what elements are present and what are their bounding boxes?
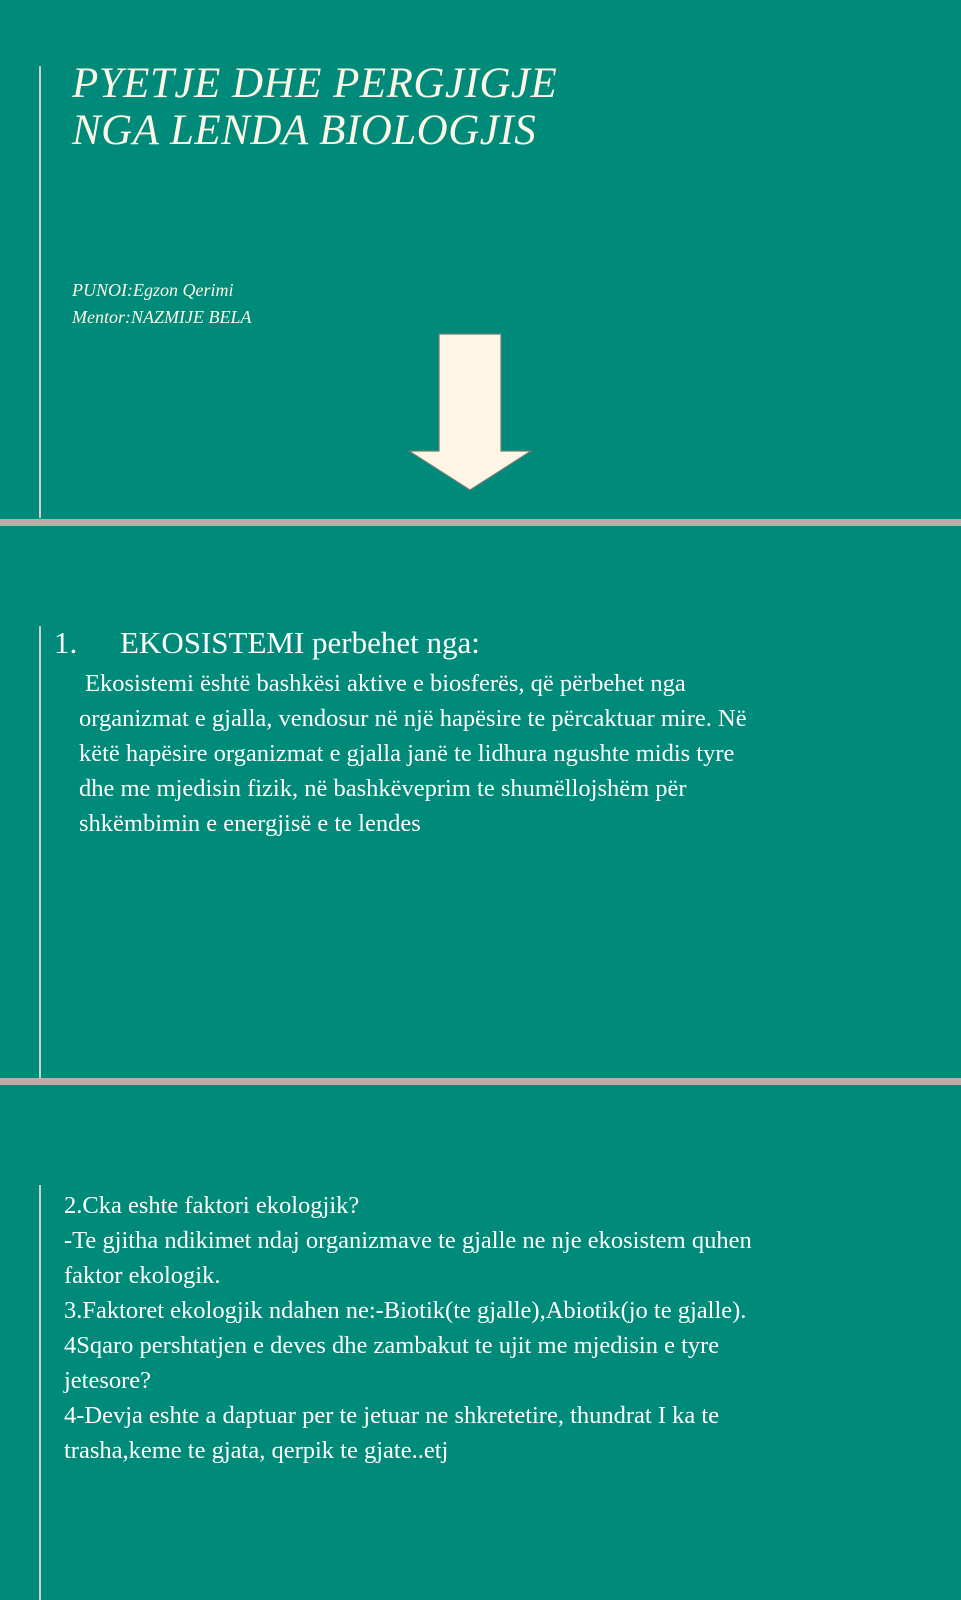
presentation-title: [72, 60, 557, 154]
qa-line: trasha,keme te gjata, qerpik te gjate..etj: [64, 1437, 449, 1464]
slide-accent-line: [39, 1185, 41, 1600]
question-heading-text: EKOSISTEMI perbehet nga:: [120, 625, 480, 660]
qa-line: jetesore?: [64, 1367, 152, 1394]
title-line-2: NGA LENDA BIOLOGJIS: [72, 107, 537, 154]
slide-accent-line: [39, 626, 41, 1078]
answer-line: dhe me mjedisin fizik, në bashkëveprim te shumëllojshëm për: [79, 775, 687, 802]
qa-line: 4-Devja eshte a daptuar per te jetuar ne shkretetire, thundrat I ka te: [64, 1402, 720, 1429]
author-text: PUNOI:Egzon Qerimi: [72, 280, 234, 300]
ecosystem-slide: [0, 526, 961, 1078]
answer-line: këtë hapësire organizmat e gjalla janë te lidhura ngushte midis tyre: [79, 740, 735, 767]
title-line-1: PYETJE DHE PERGJIGJE: [72, 60, 558, 107]
qa-text-block: [64, 1188, 954, 1468]
qa-line: 3.Faktoret ekologjik ndahen ne:-Biotik(te gjalle),Abiotik(jo te gjalle).: [64, 1297, 747, 1324]
questions-slide: [0, 1085, 961, 1600]
slide-accent-line: [39, 66, 41, 518]
answer-line: shkëmbimin e energjisë e te lendes: [79, 810, 421, 837]
credits: [72, 277, 251, 331]
qa-line: 2.Cka eshte faktori ekologjik?: [64, 1192, 360, 1219]
down-arrow-icon: [407, 332, 533, 492]
title-slide: [0, 0, 961, 519]
answer-line: Ekosistemi është bashkësi aktive e biosferës, që përbehet nga: [85, 670, 686, 697]
answer-paragraph: [79, 666, 949, 841]
qa-line: 4Sqaro pershtatjen e deves dhe zambakut te ujit me mjedisin e tyre: [64, 1332, 720, 1359]
answer-line: organizmat e gjalla, vendosur në një hapësire te përcaktuar mire. Në: [79, 705, 747, 732]
qa-line: -Te gjitha ndikimet ndaj organizmave te gjalle ne nje ekosistem quhen: [64, 1227, 752, 1254]
question-number: 1.: [54, 625, 78, 660]
qa-line: faktor ekologik.: [64, 1262, 221, 1289]
question-heading: [54, 624, 480, 662]
mentor-text: Mentor:NAZMIJE BELA: [72, 307, 252, 327]
